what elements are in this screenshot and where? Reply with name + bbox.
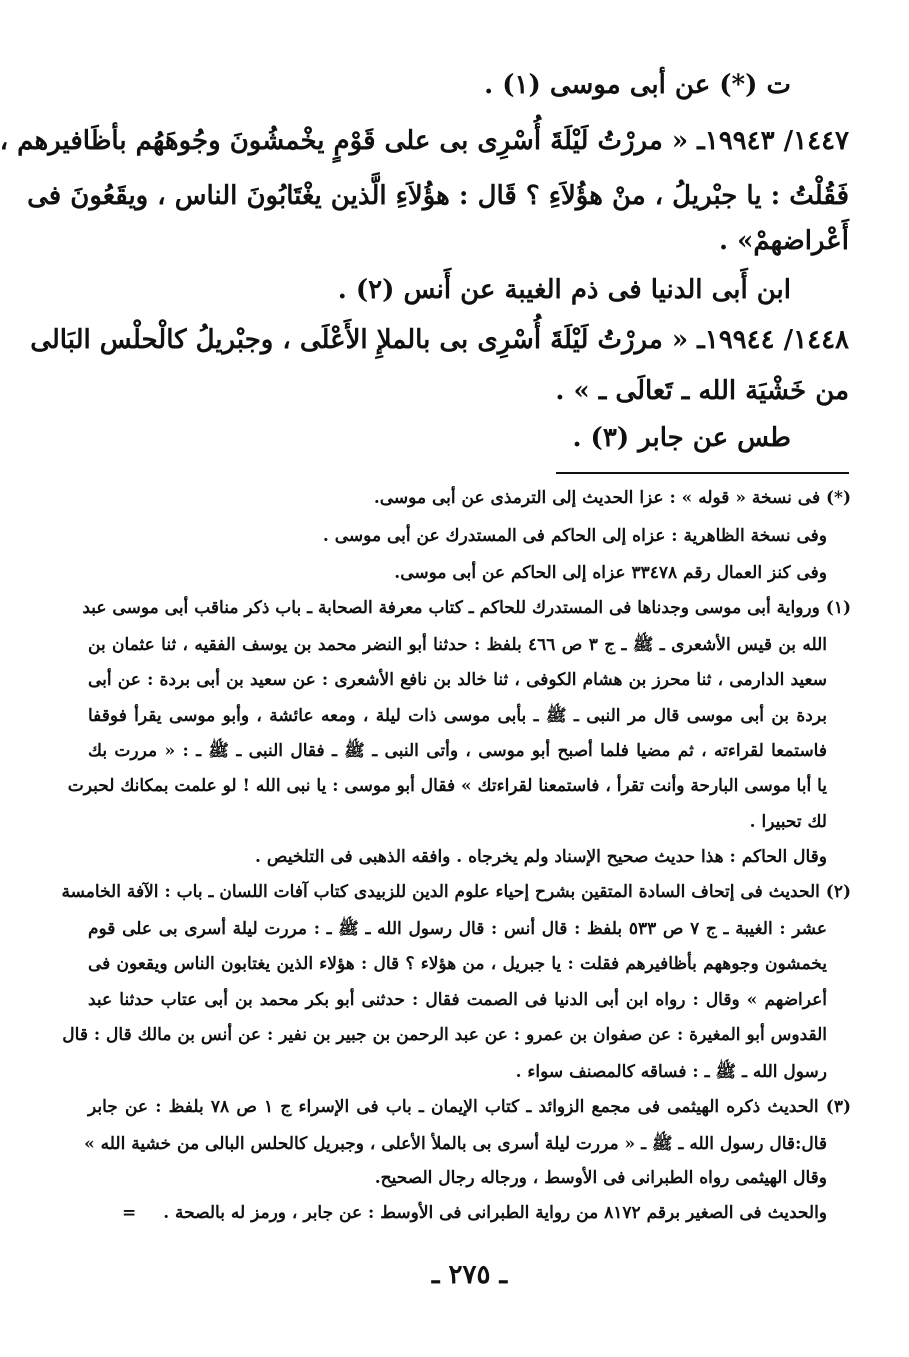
continuation-mark: = <box>122 1203 137 1223</box>
footnote-3: (٣) الحديث ذكره الهيثمى فى مجمع الزوائد ـ كتاب الإيمان ـ باب فى الإسراء ج ١ ص ٧٨ بلفظ : عن جابر <box>88 1097 851 1117</box>
footnote-2: (٢) الحديث فى إتحاف السادة المتقين بشرح إحياء علوم الدين للزبيدى كتاب آفات اللسان ـ باب : الآفة الخامسة <box>61 882 851 902</box>
footnote-3-line-4: والحديث فى الصغير برقم ٨١٧٢ من رواية الطبرانى فى الأوسط : عن جابر ، ورمز له بالصحة . <box>163 1203 827 1223</box>
main-line-6: ١٤٤٨/ ١٩٩٤٤ـ « مررْتُ لَيْلَةَ أُسْرِى بى بالملإِ الأَعْلَى ، وجبْريلُ كالْحلْس البَالى <box>30 325 849 355</box>
footnote-1-line-6: يا أبا موسى البارحة وأنت تقرأ ، فاستمعنا لقراءتك » فقال أبو موسى : يا نبى الله ! لو علمت بمكانك لحبرت <box>67 776 827 796</box>
footnote-3-line-2: قال:قال رسول الله ـ ﷺ ـ « مررت ليلة أسرى بى بالملأ الأعلى ، وجبريل كالحلس البالى من خشية الله » <box>84 1134 827 1154</box>
main-line-3: فَقُلْتُ : يا جبْريلُ ، منْ هؤُلاَءِ ؟ قَال : هؤُلاَءِ الَّذين يغْتَابُونَ الناس ، ويقَعُونَ فى <box>27 181 849 211</box>
footnote-2-line-5: القدوس أبو المغيرة : عن صفوان بن عمرو : عن عبد الرحمن بن جبير بن نفير : عن أنس بن مالك قال : قال <box>62 1025 827 1045</box>
main-line-2: ١٤٤٧/ ١٩٩٤٣ـ « مررْتُ لَيْلَةَ أُسْرِى بى على قَوْمٍ يخْمشُونَ وجُوهَهُم بأظَافيرهم ، <box>0 126 849 156</box>
footnote-star-line-2: وفى نسخة الظاهرية : عزاه إلى الحاكم فى المستدرك عن أبى موسى . <box>322 526 827 546</box>
footnote-1-line-7: لك تحبيرا . <box>749 812 827 832</box>
footnote-3-line-3: وقال الهيثمى رواه الطبرانى فى الأوسط ، ورجاله رجال الصحيح. <box>374 1168 827 1188</box>
footnote-2-line-6: رسول الله ـ ﷺ ـ : فساقه كالمصنف سواء . <box>515 1062 827 1082</box>
main-line-7: من خَشْيَة الله ـ تَعالَى ـ » . <box>555 376 849 406</box>
footnote-2-line-2: عشر : الغيبة ـ ج ٧ ص ٥٣٣ بلفظ : قال أنس : قال رسول الله ـ ﷺ ـ : مررت ليلة أسرى بى على قوم <box>88 919 827 939</box>
footnote-1-line-3: سعيد الدارمى ، ثنا محرز بن هشام الكوفى ، ثنا خالد بن نافع الأشعرى : عن سعيد بن أبى بردة : عن أبى <box>88 670 827 690</box>
footnote-1-line-2: الله بن قيس الأشعرى ـ ﷺ ـ ج ٣ ص ٤٦٦ بلفظ : حدثنا أبو النضر محمد بن يوسف الفقيه ، ثنا عثمان بن <box>88 635 827 655</box>
footnote-1-line-8: وقال الحاكم : هذا حديث صحيح الإسناد ولم يخرجاه . وافقه الذهبى فى التلخيص . <box>255 847 827 867</box>
main-line-1: ت (*) عن أبى موسى (١) . <box>484 70 791 100</box>
main-line-8: طس عن جابر (٣) . <box>572 423 791 453</box>
footnote-2-line-3: يخمشون وجوههم بأظافيرهم فقلت : يا جبريل ، من هؤلاء ؟ قال : هؤلاء الذين يغتابون الناس ويقعون فى <box>88 954 827 974</box>
footnote-2-line-4: أعراضهم » وقال : رواه ابن أبى الدنيا فى الصمت فقال : حدثنى أبو بكر محمد بن أبى عتاب حدثنا عبد <box>88 990 827 1010</box>
footnote-star: (*) فى نسخة « قوله » : عزا الحديث إلى الترمذى عن أبى موسى. <box>373 488 851 508</box>
footnote-star-line-3: وفى كنز العمال رقم ٣٣٤٧٨ عزاه إلى الحاكم عن أبى موسى. <box>394 563 827 583</box>
footnote-1-line-4: بردة بن أبى موسى قال مر النبى ـ ﷺ ـ بأبى موسى ذات ليلة ، ومعه عائشة ، وأبو موسى يقرأ فوقفا <box>88 706 827 726</box>
footnote-1-line-5: فاستمعا لقراءته ، ثم مضيا فلما أصبح أبو موسى ، وأتى النبى ـ ﷺ ـ فقال النبى ـ ﷺ ـ : « مررت بك <box>88 741 827 761</box>
footnote-separator <box>556 472 849 474</box>
page-number: ـ ٢٧٥ ـ <box>431 1260 508 1290</box>
main-line-5: ابن أَبى الدنيا فى ذم الغيبة عن أَنس (٢) . <box>337 275 791 305</box>
footnote-1: (١) ورواية أبى موسى وجدناها فى المستدرك للحاكم ـ كتاب معرفة الصحابة ـ باب ذكر مناقب أبى موسى عبد <box>82 598 851 618</box>
main-line-4: أَعْراضهمْ» . <box>718 226 849 256</box>
